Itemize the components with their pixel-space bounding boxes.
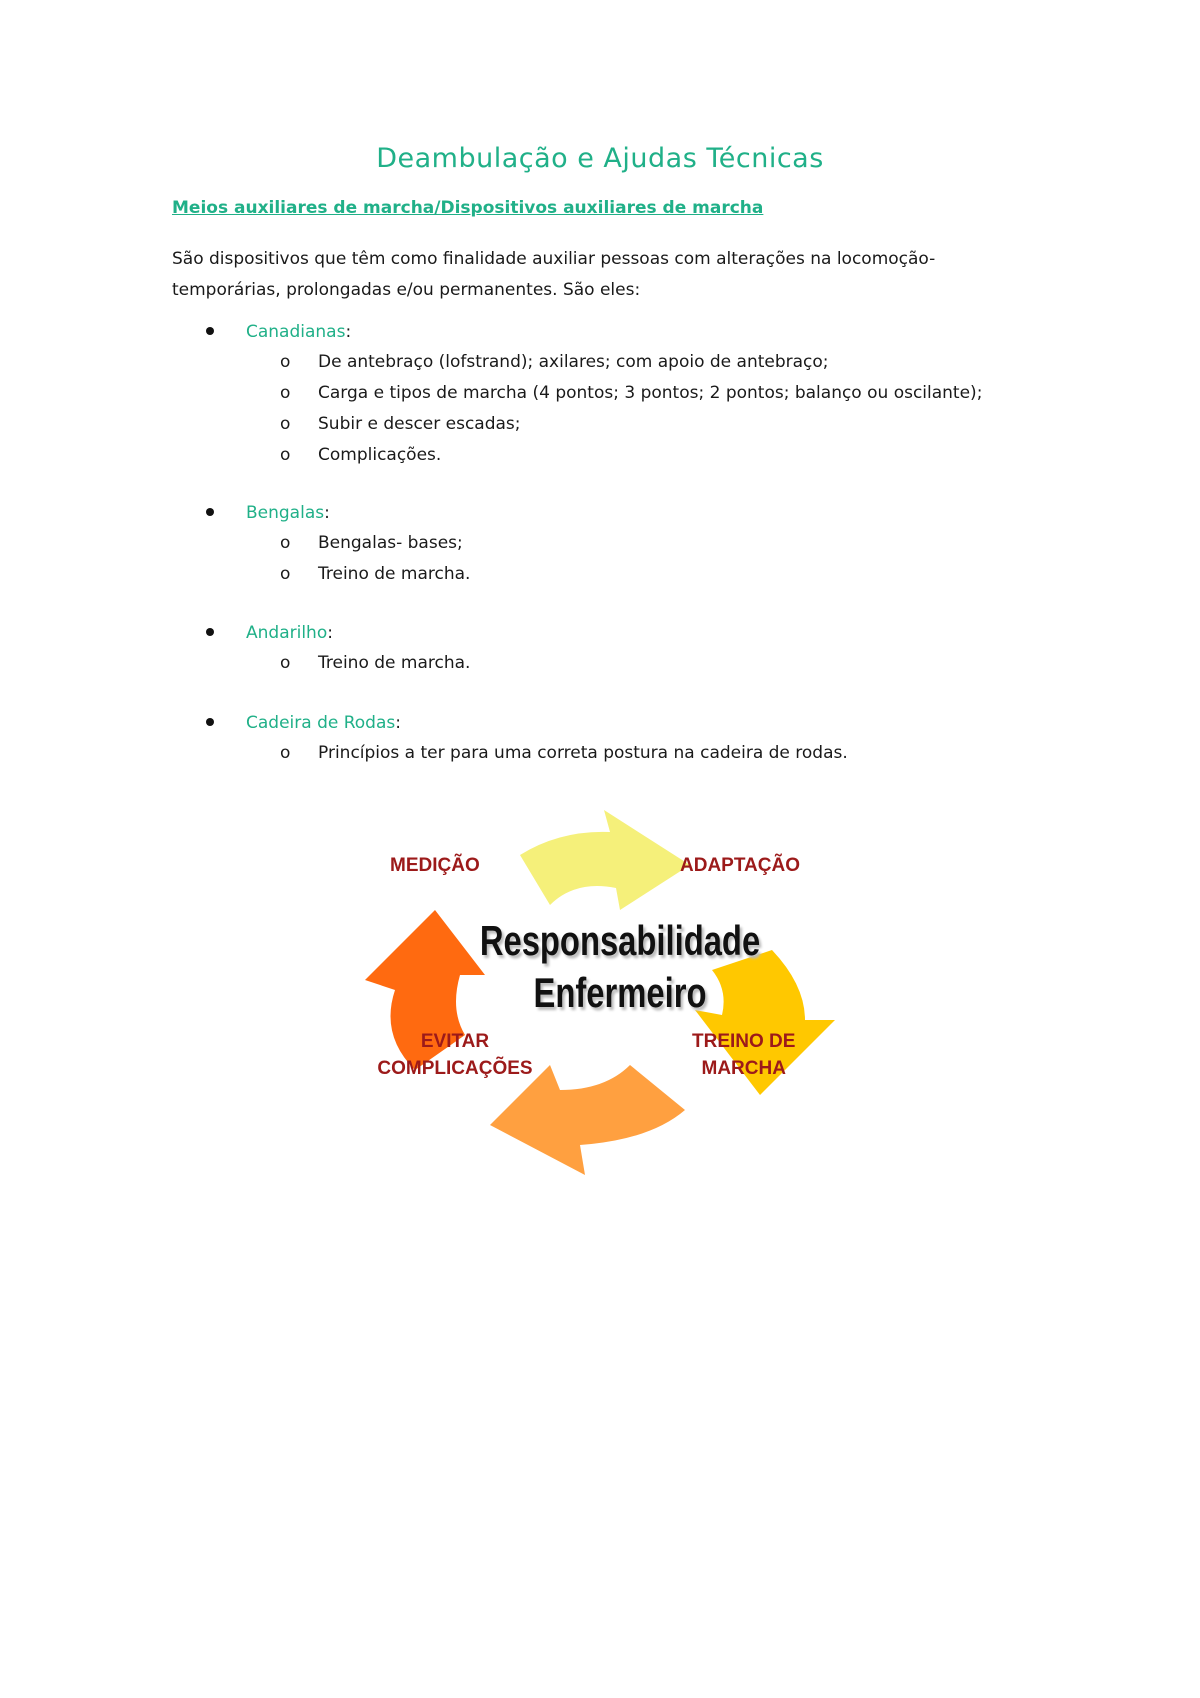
document-subtitle: Meios auxiliares de marcha/Dispositivos auxiliares de marcha	[172, 198, 764, 218]
item-name: Bengalas	[246, 503, 325, 523]
circle-marker-icon: o	[280, 564, 291, 584]
circle-marker-icon: o	[280, 352, 291, 372]
circle-marker-icon: o	[280, 743, 291, 763]
circle-marker-icon: o	[280, 653, 291, 673]
bullet-icon	[206, 718, 214, 726]
circle-marker-icon: o	[280, 533, 291, 553]
bullet-icon	[206, 628, 214, 636]
intro-line-1: São dispositivos que têm como finalidade auxiliar pessoas com alterações na locomoção-	[172, 249, 936, 269]
label-adaptacao: ADAPTAÇÃO	[680, 855, 800, 876]
bullet-icon	[206, 327, 214, 335]
item-name: Cadeira de Rodas	[246, 713, 396, 733]
arrow-top-icon	[520, 810, 690, 910]
center-line-1: Responsabilidade	[479, 917, 761, 964]
label-medicao: MEDIÇÃO	[390, 855, 480, 876]
label-evitar-complicacoes: EVITAR COMPLICAÇÕES	[377, 1031, 533, 1079]
item-name: Andarilho	[246, 623, 328, 643]
label-treino-de-marcha: TREINO DE MARCHA	[692, 1031, 796, 1079]
circle-marker-icon: o	[280, 383, 291, 403]
intro-paragraph	[172, 244, 1032, 306]
nurse-responsibility-cycle-diagram	[360, 810, 870, 1190]
bullet-icon	[206, 508, 214, 516]
intro-line-2: temporárias, prolongadas e/ou permanentes. São eles:	[172, 280, 641, 300]
center-line-2: Enfermeiro	[533, 969, 707, 1016]
circle-marker-icon: o	[280, 445, 291, 465]
item-name: Canadianas	[246, 322, 346, 342]
document-title: Deambulação e Ajudas Técnicas	[376, 143, 824, 174]
center-heading	[456, 915, 784, 1019]
circle-marker-icon: o	[280, 414, 291, 434]
